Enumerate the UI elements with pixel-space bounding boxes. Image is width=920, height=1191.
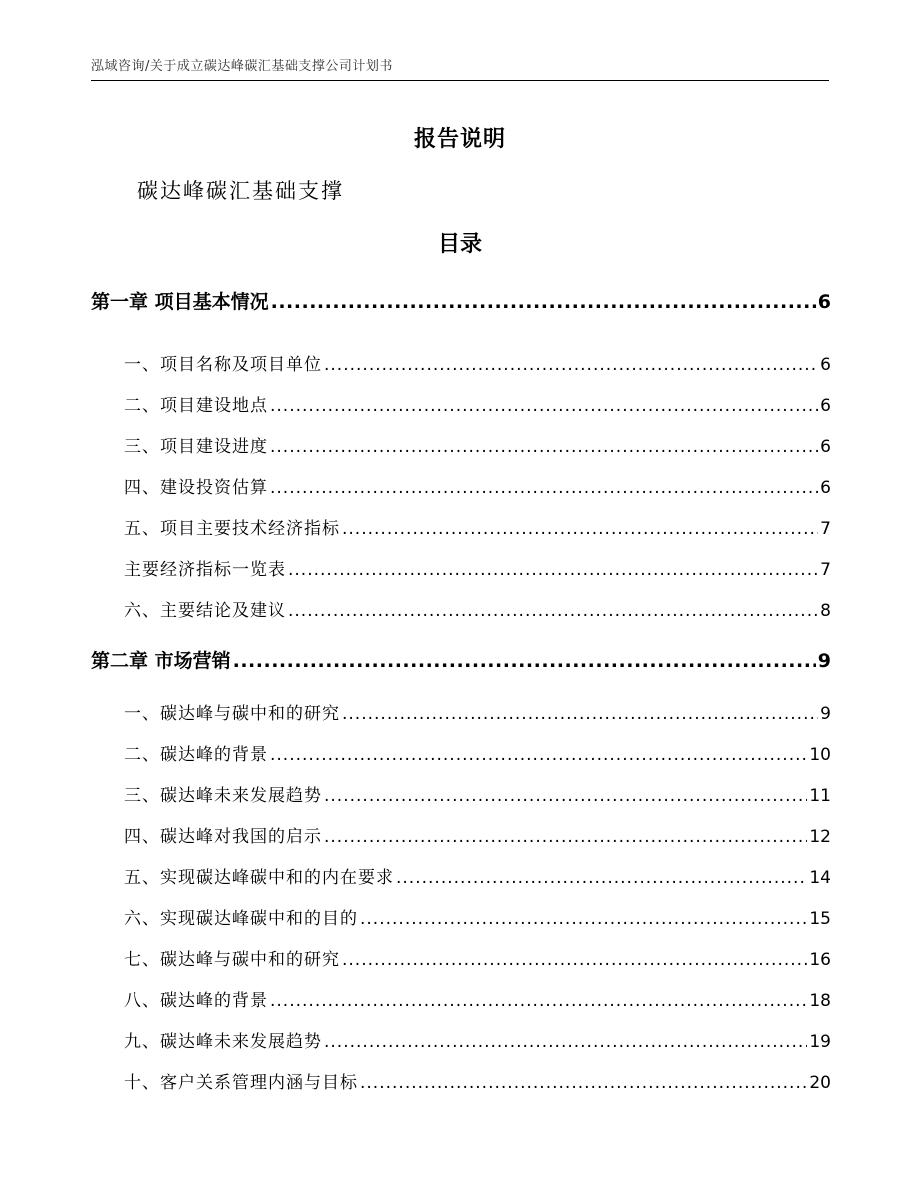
toc-entry[interactable] — [124, 596, 831, 621]
toc-entry-number: 五、 — [124, 519, 160, 539]
toc-page-number: 8 — [820, 601, 831, 621]
dot-leader — [324, 355, 818, 375]
report-title: 报告说明 — [413, 127, 506, 152]
toc-entry-number: 二、 — [124, 396, 160, 416]
toc-page-number: 6 — [820, 437, 831, 457]
toc-entry-label: 第二章 市场营销 — [91, 650, 231, 672]
toc-entry-number: 四、 — [124, 478, 160, 498]
dot-leader — [288, 560, 818, 580]
toc-entry[interactable] — [124, 945, 831, 970]
toc-entry-number: 四、 — [124, 827, 160, 847]
toc-entry-number: 三、 — [124, 437, 160, 457]
toc-entry-label: 碳达峰对我国的启示 — [160, 827, 322, 847]
dot-leader — [324, 1032, 807, 1052]
toc-entry-label: 建设投资估算 — [160, 478, 268, 498]
toc-entry[interactable] — [124, 473, 831, 498]
toc-entry[interactable] — [124, 1027, 831, 1052]
toc-entry-label: 碳达峰未来发展趋势 — [160, 786, 322, 806]
toc-entry-label: 碳达峰未来发展趋势 — [160, 1032, 322, 1052]
toc-entry[interactable] — [124, 986, 831, 1011]
dot-leader — [342, 519, 818, 539]
toc-entry[interactable] — [124, 863, 831, 888]
dot-leader — [270, 991, 807, 1011]
running-header: 泓域咨询/关于成立碳达峰碳汇基础支撑公司计划书 — [91, 59, 393, 74]
toc-page-number: 12 — [809, 827, 831, 847]
toc-entry[interactable] — [124, 781, 831, 806]
toc-page-number: 19 — [809, 1032, 831, 1052]
toc-page-number: 20 — [809, 1073, 831, 1093]
dot-leader — [270, 396, 818, 416]
dot-leader — [324, 786, 807, 806]
toc-entry-label: 实现碳达峰碳中和的内在要求 — [160, 868, 394, 888]
toc-entry[interactable] — [124, 514, 831, 539]
toc-entry-label: 碳达峰的背景 — [160, 745, 268, 765]
toc-entry-label: 碳达峰与碳中和的研究 — [160, 950, 340, 970]
toc-entry-number: 六、 — [124, 909, 160, 929]
dot-leader — [270, 478, 818, 498]
toc-page-number: 6 — [820, 478, 831, 498]
toc-entry-table[interactable] — [124, 555, 831, 580]
toc-entry-label: 实现碳达峰碳中和的目的 — [160, 909, 358, 929]
toc-page-number: 16 — [809, 950, 831, 970]
dot-leader — [270, 437, 818, 457]
dot-leader — [360, 909, 807, 929]
toc-page-number: 7 — [820, 560, 831, 580]
toc-entry-label: 项目主要技术经济指标 — [160, 519, 340, 539]
toc-entry-number: 三、 — [124, 786, 160, 806]
dot-leader — [271, 291, 816, 313]
dot-leader — [324, 827, 807, 847]
toc-page-number: 11 — [809, 786, 831, 806]
toc-entry-label: 主要结论及建议 — [160, 601, 286, 621]
report-subject: 碳达峰碳汇基础支撑 — [137, 179, 344, 203]
toc-entry[interactable] — [124, 699, 831, 724]
toc-entry-label: 碳达峰与碳中和的研究 — [160, 704, 340, 724]
toc-entry[interactable] — [124, 1068, 831, 1093]
toc-entry-label: 主要经济指标一览表 — [124, 560, 286, 580]
toc-entry-label: 客户关系管理内涵与目标 — [160, 1073, 358, 1093]
toc-chapter-1[interactable] — [91, 287, 831, 314]
toc-page-number: 6 — [820, 396, 831, 416]
toc-entry-number: 二、 — [124, 745, 160, 765]
toc-page-number: 18 — [809, 991, 831, 1011]
toc-page-number: 7 — [820, 519, 831, 539]
toc-entry-number: 九、 — [124, 1032, 160, 1052]
toc-entry[interactable] — [124, 432, 831, 457]
toc-chapter-2[interactable] — [91, 646, 831, 673]
toc-page-number: 15 — [809, 909, 831, 929]
toc-entry-number: 六、 — [124, 601, 160, 621]
toc-entry-number: 一、 — [124, 355, 160, 375]
toc-entry-number: 十、 — [124, 1073, 160, 1093]
toc-entry[interactable] — [124, 904, 831, 929]
dot-leader — [270, 745, 807, 765]
dot-leader — [360, 1073, 807, 1093]
toc-entry-number: 七、 — [124, 950, 160, 970]
dot-leader — [396, 868, 807, 888]
dot-leader — [288, 601, 818, 621]
toc-entry-number: 一、 — [124, 704, 160, 724]
toc-entry[interactable] — [124, 350, 831, 375]
toc-entry[interactable] — [124, 822, 831, 847]
toc-entry-label: 项目名称及项目单位 — [160, 355, 322, 375]
header-divider — [91, 80, 829, 81]
toc-entry[interactable] — [124, 391, 831, 416]
dot-leader — [342, 704, 818, 724]
toc-page-number: 14 — [809, 868, 831, 888]
toc-page-number: 9 — [817, 650, 831, 672]
dot-leader — [233, 650, 816, 672]
toc-entry[interactable] — [124, 740, 831, 765]
toc-entry-label: 项目建设进度 — [160, 437, 268, 457]
toc-page-number: 9 — [820, 704, 831, 724]
toc-entry-label: 碳达峰的背景 — [160, 991, 268, 1011]
toc-title: 目录 — [437, 232, 482, 257]
dot-leader — [342, 950, 807, 970]
toc-entry-number: 五、 — [124, 868, 160, 888]
toc-entry-number: 八、 — [124, 991, 160, 1011]
toc-page-number: 10 — [809, 745, 831, 765]
toc-entry-label: 项目建设地点 — [160, 396, 268, 416]
toc-page-number: 6 — [817, 291, 831, 313]
toc-entry-label: 第一章 项目基本情况 — [91, 291, 269, 313]
toc-page-number: 6 — [820, 355, 831, 375]
